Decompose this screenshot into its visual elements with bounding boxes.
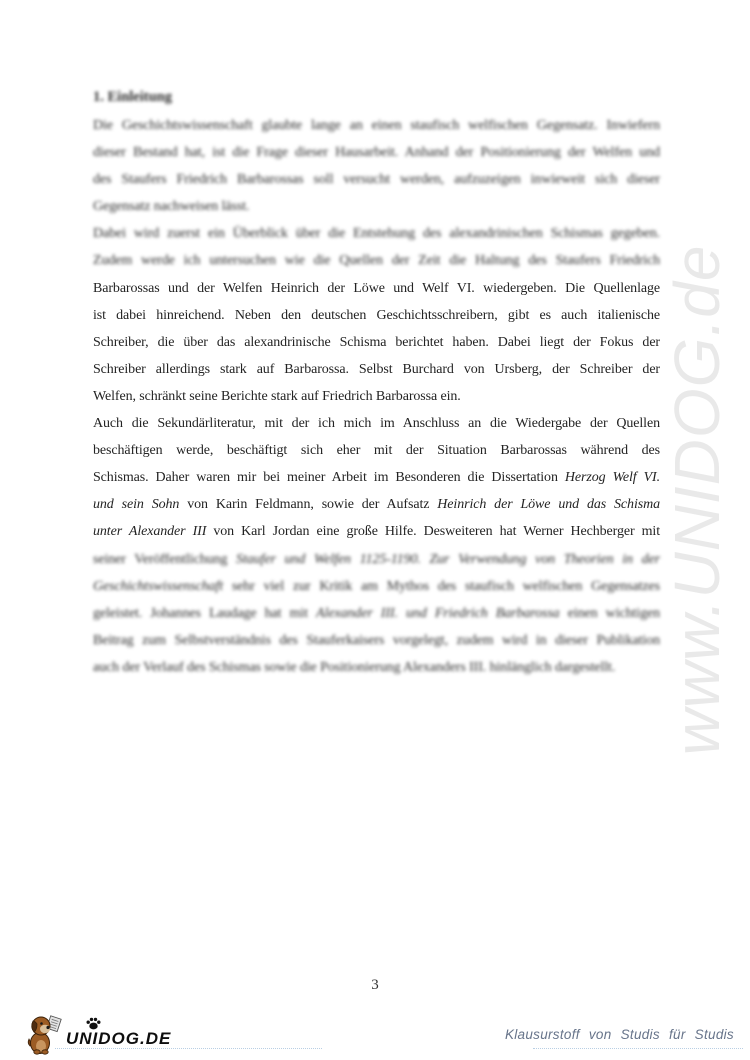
footer-divider-left <box>55 1048 322 1049</box>
text-line: Schreiber, die über das alexandrinische Schisma berichtet haben. Dabei liegt der Fokus der <box>93 334 660 350</box>
text-line: Auch die Sekundärliteratur, mit der ich mich im Anschluss an die Wiedergabe der Quellen <box>93 416 660 432</box>
document-lines <box>93 112 660 681</box>
section-heading: 1. Einleitung <box>93 89 172 105</box>
text-line: Schismas. Daher waren mir bei meiner Arbeit im Besonderen die Dissertation Herzog Welf VI. <box>93 470 660 486</box>
text-line: des Staufers Friedrich Barbarossas soll versucht werden, aufzuzeigen inwieweit sich dieser <box>93 172 660 188</box>
watermark-text: www.UNIDOG.de <box>661 244 733 756</box>
footer-divider-right <box>533 1048 743 1049</box>
text-line: und sein Sohn von Karin Feldmann, sowie der Aufsatz Heinrich der Löwe und das Schisma <box>93 497 660 513</box>
text-line: Zudem werde ich untersuchen wie die Quellen der Zeit die Haltung des Staufers Friedrich <box>93 253 660 269</box>
text-line: dieser Bestand hat, ist die Frage dieser Hausarbeit. Anhand der Positionierung der Welfen und <box>93 145 660 161</box>
brand-text: UNIDOG.DE <box>66 1029 172 1048</box>
text-line: Welfen, schränkt seine Berichte stark auf Friedrich Barbarossa ein. <box>93 388 461 404</box>
text-line: Beitrag zum Selbstverständnis des Stauferkaisers vorgelegt, zudem wird in dieser Publikation <box>93 632 660 648</box>
text-line: Barbarossas und der Welfen Heinrich der Löwe und Welf VI. wiedergeben. Die Quellenlage <box>93 280 660 296</box>
text-line: Die Geschichtswissenschaft glaubte lange an einen staufisch welfischen Gegensatz. Inwiefern <box>93 118 660 133</box>
text-line: Schreiber allerdings stark auf Barbarossa. Selbst Burchard von Ursberg, der Schreiber der <box>93 361 660 377</box>
text-line: unter Alexander III von Karl Jordan eine große Hilfe. Desweiteren hat Werner Hechberger mit <box>93 524 660 540</box>
text-line: Gegensatz nachweisen lässt. <box>93 199 250 215</box>
paw-print-icon <box>86 1017 101 1030</box>
page-number: 3 <box>371 977 379 993</box>
text-line: seiner Veröffentlichung Staufer und Welfen 1125-1190. Zur Verwendung von Theorien in der <box>93 551 660 567</box>
footer-tagline: Klausurstoff von Studis für Studis <box>504 1027 734 1042</box>
text-line: geleistet. Johannes Laudage hat mit Alexander III. und Friedrich Barbarossa einen wichtigen <box>93 605 660 621</box>
text-line: auch der Verlauf des Schismas sowie die Positionierung Alexanders III. hinlänglich dargestellt. <box>93 659 616 675</box>
text-line: beschäftigen werde, beschäftigt sich eher mit der Situation Barbarossas während des <box>93 443 660 459</box>
text-line: Geschichtswissenschaft sehr viel zur Kritik am Mythos des staufisch welfischen Gegensatzes <box>93 578 660 594</box>
text-line: Dabei wird zuerst ein Überblick über die Entstehung des alexandrinischen Schismas gegeben. <box>93 226 660 242</box>
text-line: ist dabei hinreichend. Neben den deutschen Geschichtsschreibern, gibt es auch italienische <box>93 307 660 323</box>
